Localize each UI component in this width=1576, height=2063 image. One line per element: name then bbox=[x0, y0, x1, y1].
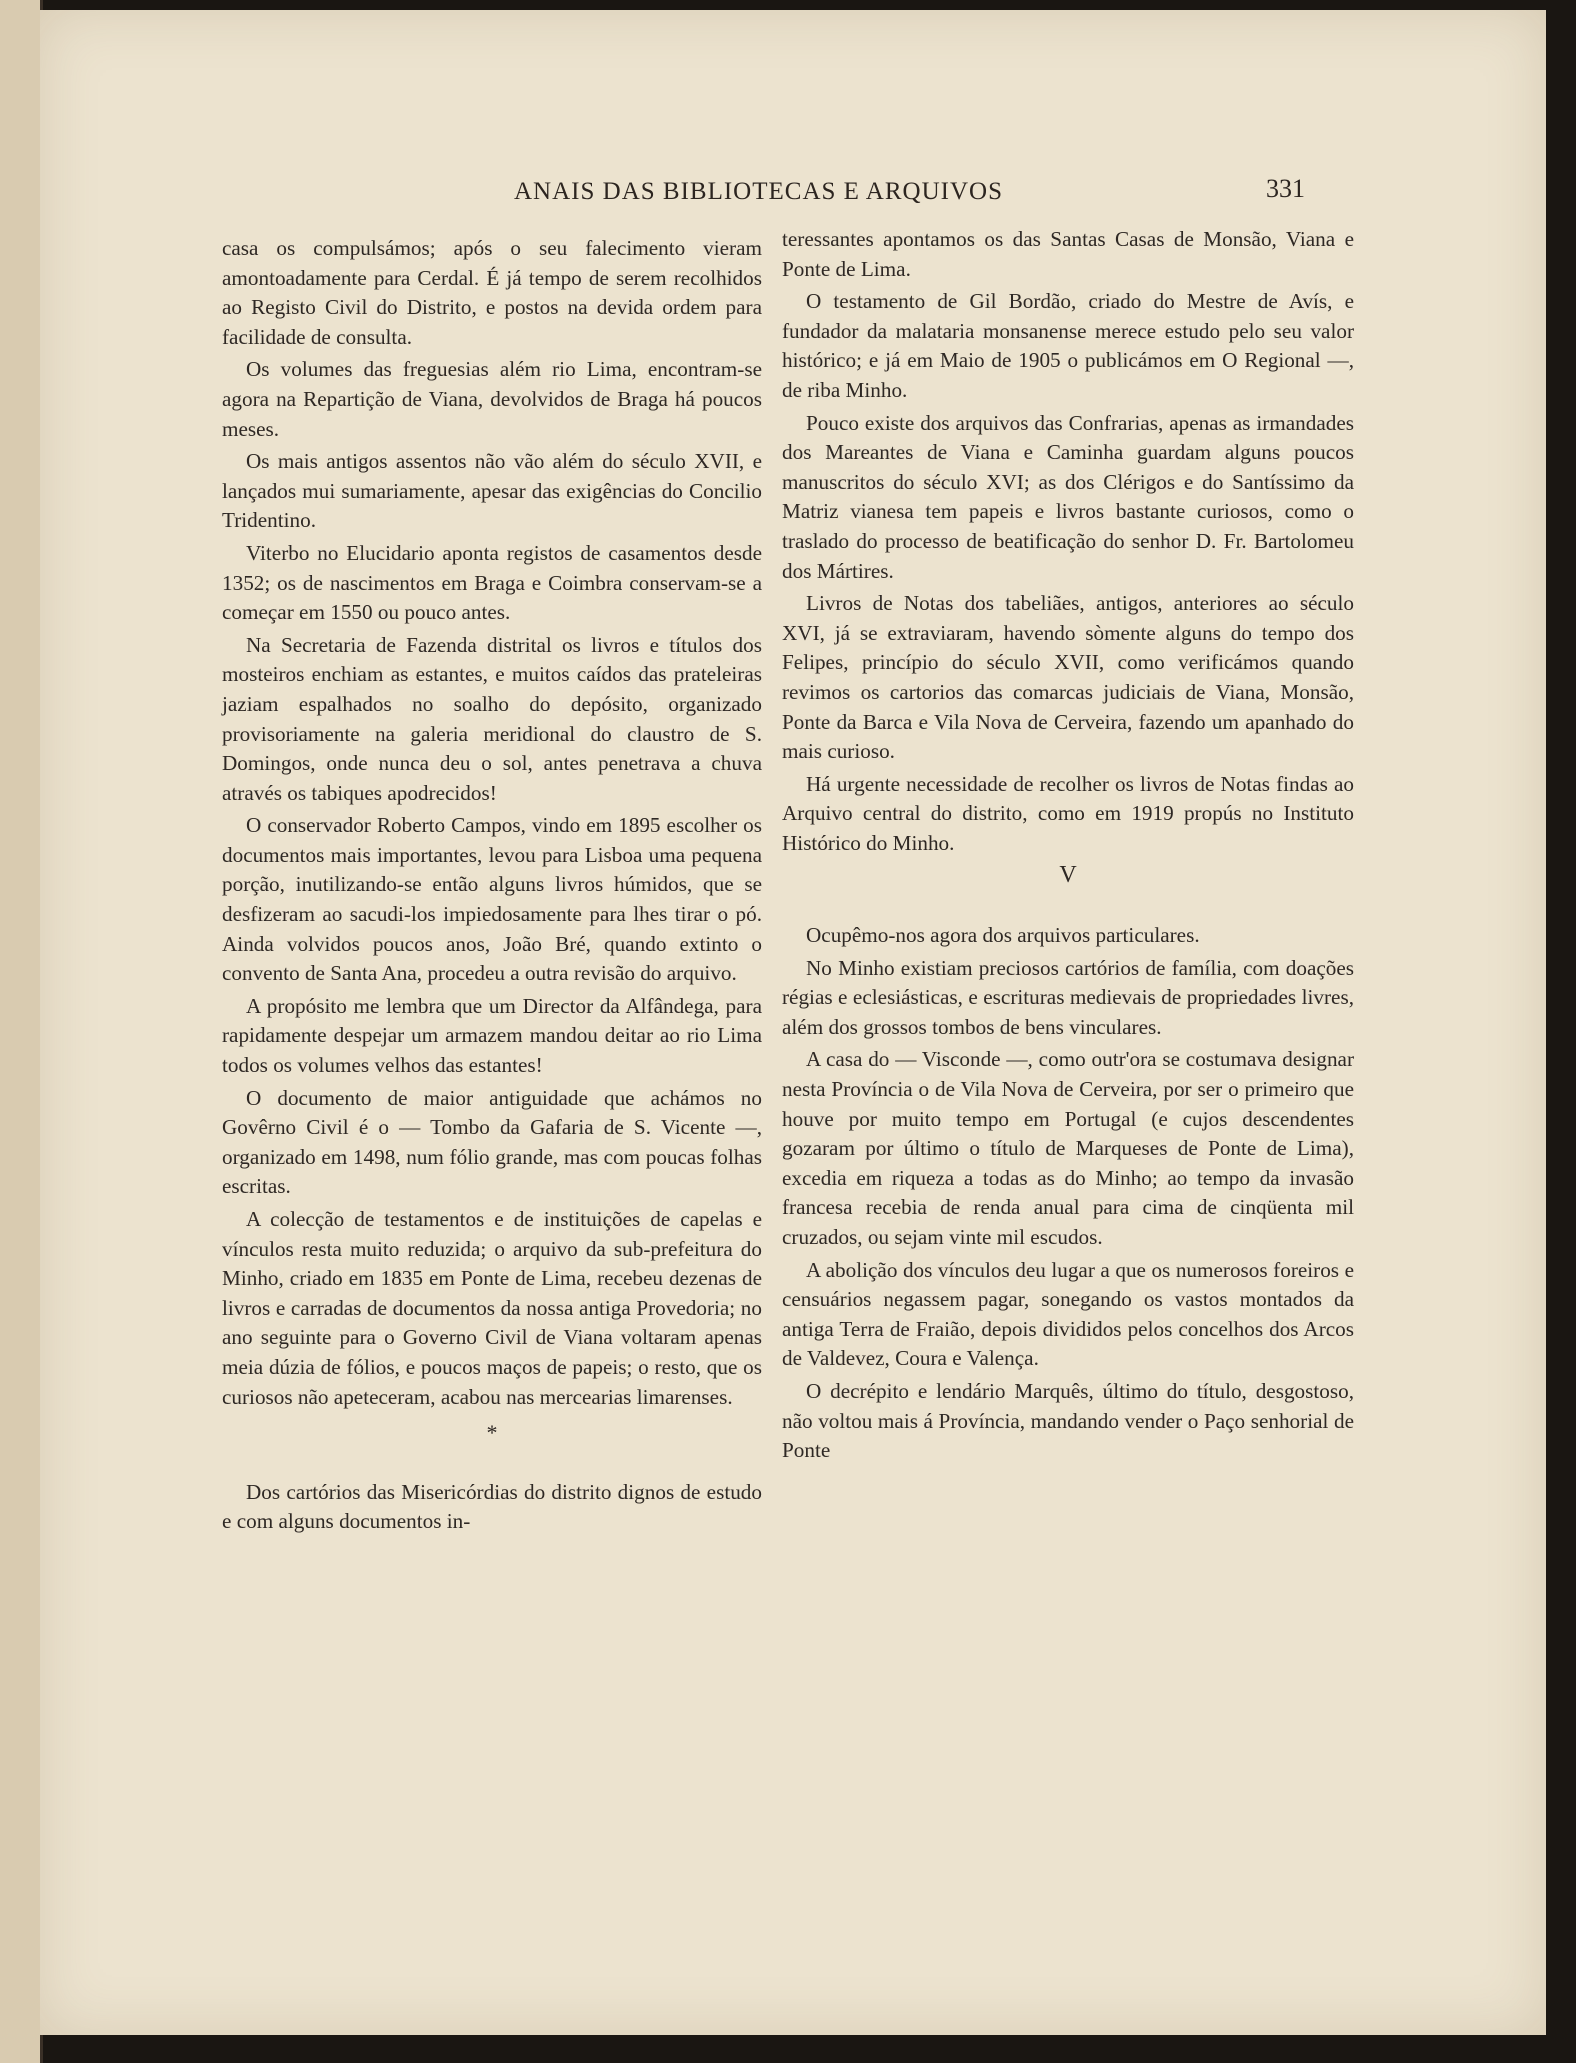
paragraph: Dos cartórios das Misericórdias do distrito dignos de estudo e com alguns documentos in- bbox=[222, 1479, 762, 1534]
paragraph: teressantes apontamos os das Santas Casas de Monsão, Viana e Ponte de Lima. bbox=[782, 227, 1354, 281]
paragraph: O conservador Roberto Campos, vindo em 1895 escolher os documentos mais importantes, levou para Lisboa uma pequena porção, inutilizando-se então alguns livros húmidos, que se desfizeram ao sacudi-los impiedosamente para lhes tirar o pó. Ainda volvidos poucos anos, João Bré, quando extinto o convento de Santa Ana, procedeu a outra revisão do arquivo. bbox=[222, 813, 762, 986]
paragraph: Na Secretaria de Fazenda distrital os livros e títulos dos mosteiros enchiam as estantes, e muitos caídos das prateleiras jaziam espalhados no soalho do depósito, organizado provisoriamente na galeria meridional do claustro de S. Domingos, onde nunca deu o sol, antes penetrava a chuva através os tabiques apodrecidos! bbox=[222, 632, 762, 805]
paragraph: A casa do — Visconde —, como outr'ora se costumava designar nesta Província o de Vila Nova de Cerveira, por ser o primeiro que houve por muito tempo em Portugal (e cujos descendentes gozaram por último o título de Marqueses de Ponte de Lima), excedia em riqueza a todas as do Minho; ao tempo da invasão francesa recebia de renda anual para cima de cinqüenta mil cruzados, ou sejam vinte mil escudos. bbox=[782, 1047, 1354, 1249]
paragraph: Pouco existe dos arquivos das Confrarias, apenas as irmandades dos Mareantes de Viana e Caminha guardam alguns poucos manuscritos do século XVI; as dos Clérigos e do Santíssimo da Matriz vianesa tem papeis e livros bastante curiosos, como o traslado do processo de beatificação do senhor D. Fr. Bartolomeu dos Mártires. bbox=[782, 410, 1354, 583]
paragraph: Livros de Notas dos tabeliães, antigos, anteriores ao século XVI, já se extraviaram, havendo sòmente alguns do tempo dos Felipes, princípio do século XVII, como verificámos quando revimos os cartorios das comarcas judiciais de Viana, Monsão, Ponte da Barca e Vila Nova de Cerveira, fazendo um apanhado do mais curioso. bbox=[782, 591, 1354, 764]
book-gutter bbox=[0, 0, 43, 2063]
paragraph: Viterbo no Elucidario aponta registos de casamentos desde 1352; os de nascimentos em Braga e Coimbra conservam-se a começar em 1550 ou pouco antes. bbox=[222, 540, 762, 625]
left-column bbox=[222, 234, 762, 1540]
right-column bbox=[782, 225, 1354, 1469]
scanned-page bbox=[40, 10, 1546, 2035]
paragraph: Ocupêmo-nos agora dos arquivos particulares. bbox=[806, 923, 1200, 948]
paragraph: A abolição dos vínculos deu lugar a que os numerosos foreiros e censuários negassem pagar, sonegando os vastos montados da antiga Terra de Fraião, depois divididos pelos concelhos dos Arcos de Valdevez, Coura e Valença. bbox=[782, 1257, 1354, 1371]
paragraph: O testamento de Gil Bordão, criado do Mestre de Avís, e fundador da malataria monsanense merece estudo pelo seu valor histórico; e já em Maio de 1905 o publicámos em O Regional —, de riba Minho. bbox=[782, 289, 1354, 402]
paragraph: A colecção de testamentos e de instituições de capelas e vínculos resta muito reduzida; o arquivo da sub-prefeitura do Minho, criado em 1835 em Ponte de Lima, recebeu dezenas de livros e carradas de documentos da nossa antiga Provedoria; no ano seguinte para o Governo Civil de Viana voltaram apenas meia dúzia de fólios, e poucos maços de papeis; o resto, que os curiosos não apeteceram, acabou nas mercearias limarenses. bbox=[222, 1207, 762, 1409]
paragraph: Os mais antigos assentos não vão além do século XVII, e lançados mui sumariamente, apesar das exigências do Concilio Tridentino. bbox=[222, 449, 762, 533]
paragraph: A propósito me lembra que um Director da Alfândega, para rapidamente despejar um armazem mandou deitar ao rio Lima todos os volumes velhos das estantes! bbox=[222, 993, 762, 1078]
page-number: 331 bbox=[1266, 174, 1305, 203]
section-heading: V bbox=[1059, 862, 1077, 889]
running-title: ANAIS DAS BIBLIOTECAS E ARQUIVOS bbox=[514, 178, 1003, 205]
paragraph: O decrépito e lendário Marquês, último do título, desgostoso, não voltou mais á Província, mandando vender o Paço senhorial de Ponte bbox=[782, 1378, 1354, 1463]
section-separator: * bbox=[486, 1420, 498, 1446]
paragraph: Os volumes das freguesias além rio Lima, encontram-se agora na Repartição de Viana, devolvidos de Braga há poucos meses. bbox=[222, 357, 762, 441]
paragraph: No Minho existiam preciosos cartórios de família, com doações régias e eclesiásticas, e escrituras medievais de propriedades livres, além dos grossos tombos de bens vinculares. bbox=[782, 955, 1354, 1039]
paragraph: O documento de maior antiguidade que achámos no Govêrno Civil é o — Tombo da Gafaria de S. Vicente —, organizado em 1498, num fólio grande, mas com poucas folhas escritas. bbox=[222, 1085, 762, 1199]
paragraph: casa os compulsámos; após o seu falecimento vieram amontoadamente para Cerdal. É já tempo de serem recolhidos ao Registo Civil do Distrito, e postos na devida ordem para facilidade de consulta. bbox=[222, 236, 762, 349]
page-header bbox=[40, 174, 1546, 214]
paragraph: Há urgente necessidade de recolher os livros de Notas findas ao Arquivo central do distrito, como em 1919 propús no Instituto Histórico do Minho. bbox=[782, 771, 1354, 855]
